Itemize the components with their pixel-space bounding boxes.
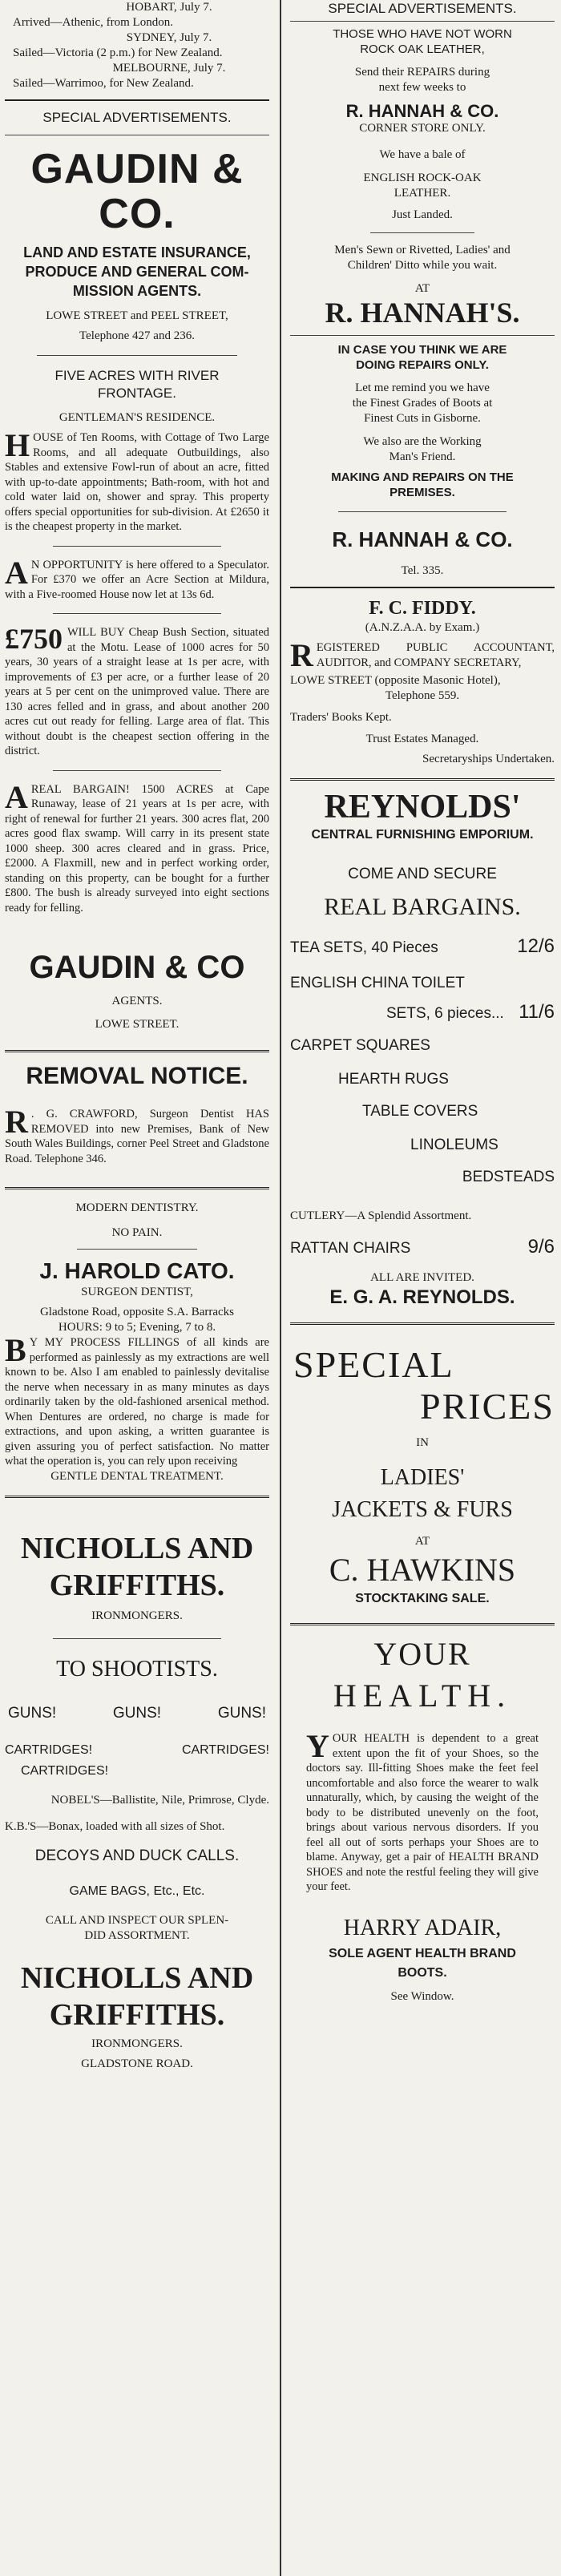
- adair-text: OUR HEALTH is dependent to a great extent upon the fit of your Shoes, so the doctors say. Ill-fitting Shoes make the feet feel uncomfortable and also force the wearer to walk unnaturally, which, by causing the weight of the body to be distributed unevenly on the foot, brings about various nervous disorders. If you feel all out of sorts perhaps your Shoes are to blame. Anyway, get a pair of HEALTH BRAND SHOES and note the restful feeling they will give your feet.: [306, 1732, 539, 1893]
- hannah-remind-3: Finest Cuts in Gisborne.: [364, 412, 481, 425]
- fiddy-dropcap: R: [290, 637, 313, 673]
- gaudin-sign-name: GAUDIN & CO: [29, 950, 245, 985]
- cartridges-2: CARTRIDGES!: [181, 1742, 269, 1757]
- hannah-send-1: Send their REPAIRS during: [354, 66, 490, 79]
- cartridges-row: [5, 1740, 269, 1761]
- divider: [290, 21, 555, 22]
- five-acres-title-2: FRONTAGE.: [98, 386, 176, 401]
- hannah-making-2: PREMISES.: [389, 486, 455, 499]
- divider: [290, 1623, 555, 1625]
- bush-section-text: WILL BUY Cheap Bush Section, situated at the Motu. Lease of 1000 acres for 50 years, 30 years of a straight lease at 1s per acre, with improvements of £3 per acre, or a further lease of 20 years at 5 per cent on the unimproved value. There are 130 acres felled and in grass, and about another 200 acres cut out ready for felling. Large area of flat. This without doubt is the cheapest section offering in the district.: [5, 626, 269, 757]
- rattan-label: RATTAN CHAIRS: [290, 1240, 411, 1257]
- hannah-bale-2: ENGLISH ROCK-OAK: [363, 172, 482, 184]
- hannah-corner: CORNER STORE ONLY.: [359, 122, 486, 135]
- rattan-price: 9/6: [527, 1236, 555, 1258]
- call-line-1: CALL AND INSPECT OUR SPLEN-: [45, 1913, 229, 1927]
- no-pain: NO PAIN.: [111, 1226, 163, 1239]
- adair-see-window: See Window.: [390, 1989, 454, 2003]
- dentist-body: [5, 1332, 269, 1469]
- hawkins-at: AT: [414, 1535, 430, 1548]
- divider: [77, 1249, 197, 1250]
- fiddy-address: LOWE STREET (opposite Masonic Hotel),: [290, 674, 501, 687]
- gaudin-telephone: Telephone 427 and 236.: [79, 329, 195, 342]
- reynolds-come: COME AND SECURE: [348, 866, 497, 882]
- adair-agent-2: BOOTS.: [398, 1965, 447, 1980]
- decoys-line: DECOYS AND DUCK CALLS.: [34, 1847, 240, 1864]
- bargain-text: REAL BARGAIN! 1500 ACRES at Cape Runaway, lease of 21 years at 1s per acre, with right of renewal for further 21 years. 300 acres flat, 200 acres good flax swamp. Will carry in its present state 1000 sheep. 300 acres cleared and in grass. Price, £2000. A Flaxmill, new and in perfect working order, standing on this property, can be bought for a further £800. The bush is already surveyed into eight sections ready for felling.: [5, 782, 269, 915]
- bush-section-listing: [5, 625, 269, 759]
- divider: [53, 613, 221, 614]
- house-text: OUSE of Ten Rooms, with Cottage of Two Large Rooms, and all adequate Outbuildings, also Stables and extensive Fowl-run of about an acre, fitted with up-to-date appointments; Bath-room, with hot and cold water laid on, shower and spray. This property offers special opportunities for sub-division. At £2650 it is the cheapest property in the market.: [5, 431, 269, 533]
- hannah-working-2: Man's Friend.: [389, 450, 456, 463]
- adair-advertisement: [290, 1633, 555, 2005]
- dentist-address: Gladstone Road, opposite S.A. Barracks: [39, 1306, 235, 1318]
- tea-sets-price: 12/6: [517, 935, 555, 957]
- reynolds-signature: E. G. A. REYNOLDS.: [329, 1286, 515, 1308]
- divider: [290, 1322, 555, 1325]
- hobart-heading: HOBART, July 7.: [126, 1, 212, 14]
- hannah-bale-1: We have a bale of: [379, 148, 466, 161]
- reynolds-advertisement: [290, 789, 555, 1310]
- melbourne-line: Sailed—Warrimoo, for New Zealand.: [13, 77, 194, 90]
- special-ads-header-right: SPECIAL ADVERTISEMENTS.: [328, 1, 517, 16]
- cartridges-1: CARTRIDGES!: [5, 1742, 93, 1757]
- dentist-dropcap: B: [5, 1332, 26, 1368]
- divider: [5, 1050, 269, 1052]
- divider: [5, 99, 269, 101]
- dentist-text: Y MY PROCESS FILLINGS of all kinds are performed as painlessly as my extractions are well known to be. Also I am enabled to painlessly devitalise the nerve when necessary in as many minutes as days ordinarily taken by the old-fashioned arsenical method. When Dentures are ordered, no charge is made for extractions, and upon asking, a written guarantee is given assuring you of perfect satisfaction. No matter what the operation is, you can rely upon receiving: [5, 1336, 269, 1468]
- table-covers: TABLE COVERS: [362, 1103, 478, 1120]
- removal-text: . G. CRAWFORD, Surgeon Dentist HAS REMOVED into new Premises, Bank of New South Wales Buildings, corner Peel Street and Gladstone Road. Telephone 346.: [5, 1108, 269, 1165]
- dentist-hours: HOURS: 9 to 5; Evening, 7 to 8.: [58, 1321, 216, 1334]
- kbs-line: K.B.'S—Bonax, loaded with all sizes of Shot.: [5, 1819, 225, 1833]
- dentist-closing: GENTLE DENTAL TREATMENT.: [50, 1469, 224, 1483]
- hannah-remind-1: Let me remind you we have: [355, 382, 490, 394]
- hannah-intro-2: ROCK OAK LEATHER,: [360, 42, 485, 56]
- column-divider: [280, 0, 281, 2576]
- china-row: [290, 1002, 555, 1024]
- cutlery-line: CUTLERY—A Splendid Assortment.: [290, 1209, 472, 1222]
- divider: [37, 355, 237, 356]
- gaudin-address: LOWE STREET and PEEL STREET,: [46, 309, 228, 322]
- hannah-advertisement: [290, 26, 555, 579]
- call-line-2: DID ASSORTMENT.: [84, 1928, 190, 1942]
- bargain-listing: [5, 778, 269, 916]
- adair-your: YOUR: [373, 1636, 471, 1672]
- divider: [5, 1496, 269, 1498]
- hawkins-in: IN: [416, 1436, 429, 1449]
- removal-title: REMOVAL NOTICE.: [26, 1063, 248, 1089]
- gaudin-desc-2: PRODUCE AND GENERAL COM-: [25, 264, 249, 280]
- bargain-dropcap: A: [5, 778, 28, 815]
- guns-3: GUNS!: [217, 1704, 266, 1722]
- reynolds-emporium: CENTRAL FURNISHING EMPORIUM.: [311, 828, 534, 842]
- adair-name: HARRY ADAIR,: [343, 1915, 502, 1940]
- tea-sets-row: [290, 936, 555, 959]
- shipping-news: [5, 0, 269, 91]
- hannah-name-1: R. HANNAH & CO.: [345, 101, 499, 121]
- fiddy-advertisement: [290, 596, 555, 767]
- opportunity-dropcap: A: [5, 554, 28, 591]
- hawkins-sale: STOCKTAKING SALE.: [355, 1592, 490, 1605]
- reynolds-name: REYNOLDS': [324, 789, 521, 826]
- fiddy-body: [290, 637, 555, 673]
- special-ads-header: SPECIAL ADVERTISEMENTS.: [42, 110, 232, 125]
- divider: [53, 1638, 221, 1639]
- dentist-advertisement: [5, 1201, 269, 1484]
- price-750: £750: [5, 623, 63, 655]
- hannah-making-1: MAKING AND REPAIRS ON THE: [331, 470, 514, 484]
- adair-health: HEALTH.: [333, 1678, 512, 1714]
- hannah-sewn-2: Children' Ditto while you wait.: [347, 259, 498, 272]
- hawkins-jackets: JACKETS & FURS: [332, 1497, 513, 1522]
- hannah-at: AT: [414, 282, 430, 295]
- hawkins-advertisement: [290, 1344, 555, 1609]
- hannah-send-2: next few weeks to: [378, 81, 466, 94]
- gaudin-sign-agents: AGENTS.: [111, 995, 163, 1007]
- hannah-landed: Just Landed.: [392, 208, 453, 221]
- divider: [53, 546, 221, 547]
- hawkins-ladies: LADIES': [380, 1465, 465, 1490]
- hannah-name-2: R. HANNAH'S.: [325, 297, 520, 329]
- to-shootists: TO SHOOTISTS.: [56, 1656, 218, 1682]
- hearth-rugs: HEARTH RUGS: [338, 1071, 449, 1088]
- nicholls-advertisement: [5, 1530, 269, 2072]
- gaudin-title: GAUDIN & CO.: [30, 146, 244, 237]
- game-bags-line: GAME BAGS, Etc., Etc.: [69, 1884, 205, 1898]
- removal-dropcap: R: [5, 1104, 28, 1140]
- nicholls-footer-1: NICHOLLS AND: [20, 1960, 254, 1995]
- guns-2: GUNS!: [112, 1704, 162, 1722]
- hannah-working-1: We also are the Working: [363, 435, 482, 448]
- modern-dentistry: MODERN DENTISTRY.: [75, 1201, 199, 1214]
- divider: [290, 587, 555, 588]
- linoleums: LINOLEUMS: [410, 1137, 498, 1153]
- hawkins-name: C. HAWKINS: [329, 1552, 516, 1588]
- adair-agent-1: SOLE AGENT HEALTH BRAND: [329, 1946, 516, 1960]
- guns-1: GUNS!: [8, 1704, 57, 1722]
- nicholls-trade: IRONMONGERS.: [91, 1609, 183, 1622]
- bedsteads: BEDSTEADS: [462, 1169, 555, 1185]
- fiddy-secretaryships: Secretaryships Undertaken.: [422, 753, 555, 765]
- house-listing: [5, 427, 269, 535]
- china-line-2: SETS, 6 pieces...: [386, 1005, 504, 1022]
- carpet-squares: CARPET SQUARES: [290, 1037, 430, 1054]
- nicholls-name-1: NICHOLLS AND: [20, 1531, 254, 1565]
- opportunity-text: N OPPORTUNITY is here offered to a Speculator. For £370 we offer an Acre Section at Mildura, with a Five-roomed House now let at 13s 6d.: [5, 558, 269, 601]
- gaudin-sign-street: LOWE STREET.: [95, 1018, 180, 1031]
- divider: [53, 770, 221, 771]
- fiddy-trust: Trust Estates Managed.: [365, 733, 479, 745]
- divider: [5, 1187, 269, 1189]
- hawkins-special: SPECIAL: [293, 1344, 454, 1385]
- gaudin-advertisement: [5, 147, 269, 1032]
- removal-body: [5, 1104, 269, 1166]
- fiddy-text: EGISTERED PUBLIC ACCOUNTANT, AUDITOR, and COMPANY SECRETARY,: [316, 641, 555, 669]
- dentist-title: SURGEON DENTIST,: [81, 1286, 193, 1298]
- hannah-case-1: IN CASE YOU THINK WE ARE: [337, 343, 507, 357]
- guns-row: [5, 1703, 269, 1724]
- sydney-heading: SYDNEY, July 7.: [126, 31, 212, 44]
- nobels-line: NOBEL'S—Ballistite, Nile, Primrose, Clyde.: [50, 1793, 269, 1807]
- adair-body: [290, 1728, 555, 1895]
- opportunity-listing: [5, 554, 269, 603]
- rattan-row: [290, 1237, 555, 1259]
- china-price: 11/6: [519, 1001, 555, 1023]
- cartridges-3: CARTRIDGES!: [21, 1763, 109, 1778]
- adair-dropcap: Y: [306, 1728, 329, 1764]
- hannah-remind-2: the Finest Grades of Boots at: [352, 397, 493, 410]
- divider: [338, 511, 507, 512]
- left-column: [5, 0, 269, 2576]
- right-column: [290, 0, 555, 2576]
- fiddy-credentials: (A.N.Z.A.A. by Exam.): [365, 621, 480, 634]
- dentist-name: J. HAROLD CATO.: [39, 1258, 235, 1283]
- fiddy-name: F. C. FIDDY.: [369, 598, 476, 619]
- hannah-tel: Tel. 335.: [401, 564, 444, 577]
- divider: [290, 778, 555, 781]
- reynolds-bargains: REAL BARGAINS.: [324, 894, 521, 920]
- hannah-intro-1: THOSE WHO HAVE NOT WORN: [333, 27, 512, 41]
- melbourne-heading: MELBOURNE, July 7.: [112, 62, 226, 75]
- nicholls-footer-street: GLADSTONE ROAD.: [81, 2057, 193, 2070]
- gaudin-desc-1: LAND AND ESTATE INSURANCE,: [23, 244, 251, 260]
- hannah-sewn-1: Men's Sewn or Rivetted, Ladies' and: [334, 244, 511, 256]
- gaudin-desc-3: MISSION AGENTS.: [72, 283, 202, 299]
- hawkins-prices: PRICES: [420, 1386, 555, 1427]
- residence-heading: GENTLEMAN'S RESIDENCE.: [59, 411, 216, 424]
- hannah-name-3: R. HANNAH & CO.: [332, 527, 513, 551]
- hobart-line: Arrived—Athenic, from London.: [13, 16, 173, 29]
- tea-sets-label: TEA SETS, 40 Pieces: [290, 939, 438, 956]
- removal-notice: [5, 1060, 269, 1166]
- five-acres-title-1: FIVE ACRES WITH RIVER: [54, 368, 220, 383]
- sydney-line: Sailed—Victoria (2 p.m.) for New Zealand.: [13, 46, 223, 59]
- hannah-bale-3: LEATHER.: [394, 187, 451, 200]
- nicholls-footer-2: GRIFFITHS.: [49, 1997, 225, 2032]
- nicholls-name-2: GRIFFITHS.: [49, 1568, 225, 1602]
- fiddy-telephone: Telephone 559.: [385, 689, 460, 702]
- hannah-case-2: DOING REPAIRS ONLY.: [356, 358, 489, 372]
- house-dropcap: H: [5, 427, 30, 463]
- all-invited: ALL ARE INVITED.: [370, 1271, 474, 1284]
- divider: [370, 232, 474, 233]
- nicholls-footer-trade: IRONMONGERS.: [91, 2037, 183, 2050]
- china-line-1: ENGLISH CHINA TOILET: [290, 975, 465, 991]
- divider: [290, 335, 555, 336]
- fiddy-traders: Traders' Books Kept.: [290, 711, 392, 724]
